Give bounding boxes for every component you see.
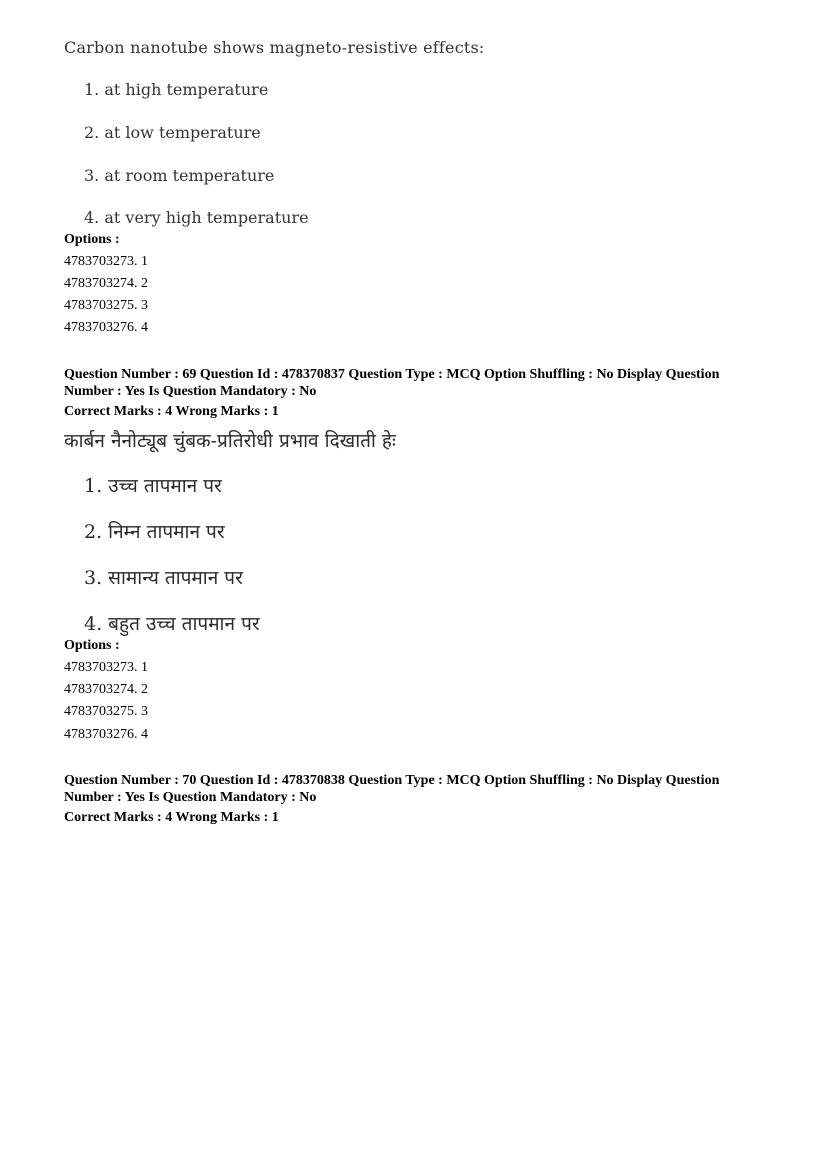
question-marks: Correct Marks : 4 Wrong Marks : 1 — [64, 404, 279, 419]
option-item: 4783703275. 3 — [64, 298, 148, 313]
question-meta-line-1: Question Number : 70 Question Id : 478370838 Question Type : MCQ Option Shuffling : No Display Question — [64, 773, 720, 788]
choice-4-hindi: 4. बहुत उच्च तापमान पर — [84, 613, 260, 635]
choice-3-hindi: 3. सामान्य तापमान पर — [84, 567, 243, 589]
choice-3-english: 3. at room temperature — [84, 166, 275, 185]
option-item: 4783703273. 1 — [64, 254, 148, 269]
question-meta-line-2: Number : Yes Is Question Mandatory : No — [64, 384, 317, 399]
question-meta-line-2: Number : Yes Is Question Mandatory : No — [64, 790, 317, 805]
question-marks: Correct Marks : 4 Wrong Marks : 1 — [64, 810, 279, 825]
options-label: Options : — [64, 232, 120, 247]
option-item: 4783703275. 3 — [64, 704, 148, 719]
options-label: Options : — [64, 638, 120, 653]
question-text-english: Carbon nanotube shows magneto-resistive effects: — [64, 38, 485, 57]
question-text-hindi: कार्बन नैनोट्यूब चुंबक-प्रतिरोधी प्रभाव दिखाती हेः — [64, 430, 396, 452]
option-item: 4783703274. 2 — [64, 276, 148, 291]
choice-2-hindi: 2. निम्न तापमान पर — [84, 521, 225, 543]
choice-2-english: 2. at low temperature — [84, 123, 261, 142]
choice-1-hindi: 1. उच्च तापमान पर — [84, 475, 222, 497]
option-item: 4783703274. 2 — [64, 682, 148, 697]
option-item: 4783703276. 4 — [64, 320, 148, 335]
choice-4-english: 4. at very high temperature — [84, 208, 309, 227]
option-item: 4783703273. 1 — [64, 660, 148, 675]
option-item: 4783703276. 4 — [64, 727, 148, 742]
question-meta-line-1: Question Number : 69 Question Id : 478370837 Question Type : MCQ Option Shuffling : No Display Question — [64, 367, 720, 382]
choice-1-english: 1. at high temperature — [84, 80, 269, 99]
